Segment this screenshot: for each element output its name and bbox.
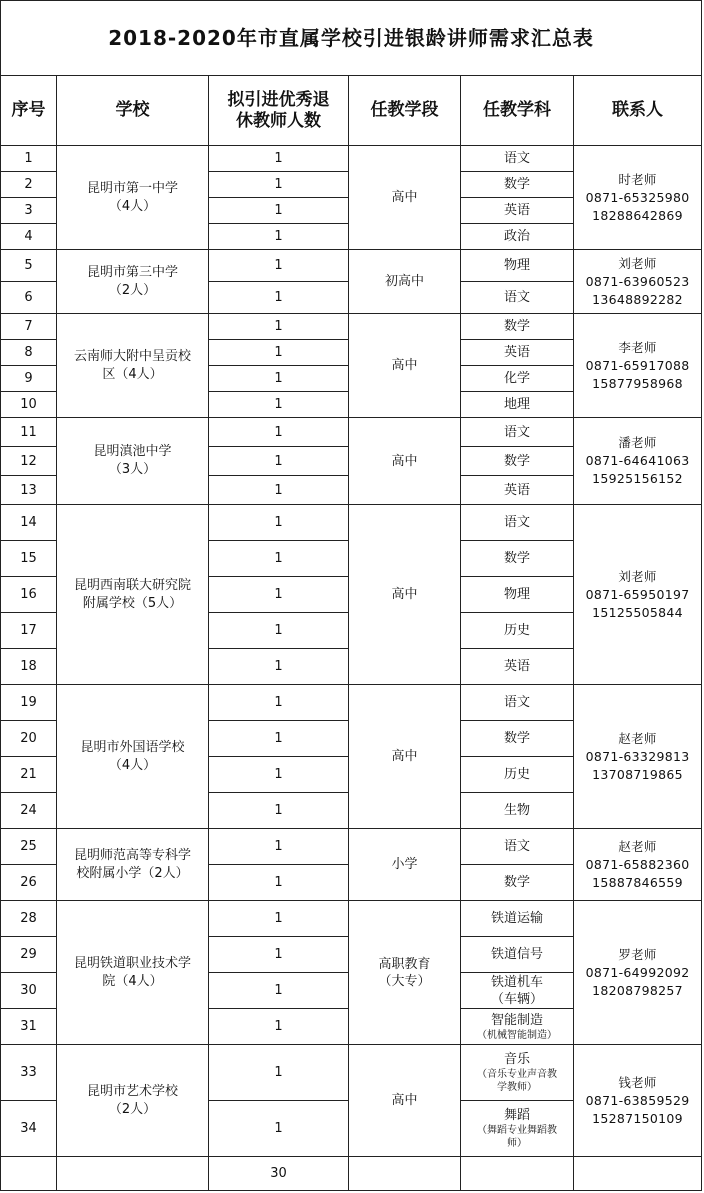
row-index: 18	[1, 649, 57, 685]
row-index: 9	[1, 366, 57, 392]
row-subject: 数学	[461, 865, 574, 901]
page-title: 2018-2020年市直属学校引进银龄讲师需求汇总表	[1, 1, 702, 76]
row-count: 1	[209, 340, 349, 366]
row-count: 1	[209, 541, 349, 577]
row-index: 16	[1, 577, 57, 613]
total-contact	[574, 1157, 702, 1191]
total-count: 30	[209, 1157, 349, 1191]
row-subject: 语文	[461, 418, 574, 447]
row-index: 11	[1, 418, 57, 447]
contact-info: 罗老师 0871-64992092 18208798257	[574, 901, 702, 1045]
row-subject: 历史	[461, 757, 574, 793]
row-index: 10	[1, 392, 57, 418]
row-index: 31	[1, 1009, 57, 1045]
row-index: 34	[1, 1101, 57, 1157]
row-count: 1	[209, 198, 349, 224]
row-index: 33	[1, 1045, 57, 1101]
row-subject: 语文	[461, 505, 574, 541]
row-count: 1	[209, 757, 349, 793]
school-name: 昆明市第三中学 （2人）	[57, 250, 209, 314]
row-subject: 智能制造 （机械智能制造）	[461, 1009, 574, 1045]
contact-info: 赵老师 0871-63329813 13708719865	[574, 685, 702, 829]
contact-info: 李老师 0871-65917088 15877958968	[574, 314, 702, 418]
row-subject: 英语	[461, 340, 574, 366]
row-index: 17	[1, 613, 57, 649]
row-count: 1	[209, 901, 349, 937]
teaching-level: 高职教育 （大专）	[349, 901, 461, 1045]
row-count: 1	[209, 314, 349, 340]
row-index: 3	[1, 198, 57, 224]
row-index: 14	[1, 505, 57, 541]
contact-info: 赵老师 0871-65882360 15887846559	[574, 829, 702, 901]
row-subject: 数学	[461, 172, 574, 198]
teaching-level: 高中	[349, 146, 461, 250]
table-row	[1, 314, 702, 340]
row-index: 8	[1, 340, 57, 366]
row-subject: 化学	[461, 366, 574, 392]
row-index: 29	[1, 937, 57, 973]
row-subject: 舞蹈 （舞蹈专业舞蹈教 师）	[461, 1101, 574, 1157]
row-index: 1	[1, 146, 57, 172]
teaching-level: 高中	[349, 1045, 461, 1157]
row-index: 24	[1, 793, 57, 829]
row-subject: 语文	[461, 146, 574, 172]
row-index: 2	[1, 172, 57, 198]
school-name: 昆明市第一中学 （4人）	[57, 146, 209, 250]
row-count: 1	[209, 392, 349, 418]
header-index: 序号	[1, 76, 57, 146]
row-index: 26	[1, 865, 57, 901]
row-subject: 数学	[461, 721, 574, 757]
school-name: 昆明师范高等专科学 校附属小学（2人）	[57, 829, 209, 901]
row-count: 1	[209, 366, 349, 392]
row-subject: 英语	[461, 476, 574, 505]
row-subject: 物理	[461, 577, 574, 613]
row-subject: 物理	[461, 250, 574, 282]
header-level: 任教学段	[349, 76, 461, 146]
row-count: 1	[209, 793, 349, 829]
table-row	[1, 1045, 702, 1101]
row-index: 19	[1, 685, 57, 721]
row-count: 1	[209, 937, 349, 973]
row-count: 1	[209, 649, 349, 685]
total-level	[349, 1157, 461, 1191]
teaching-level: 高中	[349, 314, 461, 418]
row-count: 1	[209, 418, 349, 447]
row-subject: 铁道信号	[461, 937, 574, 973]
header-contact: 联系人	[574, 76, 702, 146]
row-count: 1	[209, 1045, 349, 1101]
row-subject: 英语	[461, 198, 574, 224]
total-school	[57, 1157, 209, 1191]
table-row	[1, 250, 702, 282]
header-row	[1, 76, 702, 146]
header-subject: 任教学科	[461, 76, 574, 146]
row-subject: 数学	[461, 314, 574, 340]
row-subject: 数学	[461, 447, 574, 476]
row-index: 30	[1, 973, 57, 1009]
table-row	[1, 829, 702, 865]
row-count: 1	[209, 250, 349, 282]
row-index: 13	[1, 476, 57, 505]
row-count: 1	[209, 865, 349, 901]
table-row	[1, 505, 702, 541]
header-count: 拟引进优秀退 休教师人数	[209, 76, 349, 146]
table-row	[1, 685, 702, 721]
table-row	[1, 146, 702, 172]
row-subject: 铁道机车 （车辆）	[461, 973, 574, 1009]
school-name: 昆明市外国语学校 （4人）	[57, 685, 209, 829]
row-index: 12	[1, 447, 57, 476]
row-subject: 数学	[461, 541, 574, 577]
title-row	[1, 1, 702, 76]
contact-info: 时老师 0871-65325980 18288642869	[574, 146, 702, 250]
row-count: 1	[209, 721, 349, 757]
row-count: 1	[209, 505, 349, 541]
row-subject: 铁道运输	[461, 901, 574, 937]
row-count: 1	[209, 476, 349, 505]
row-count: 1	[209, 613, 349, 649]
row-index: 25	[1, 829, 57, 865]
row-count: 1	[209, 973, 349, 1009]
total-row	[1, 1157, 702, 1191]
contact-info: 刘老师 0871-63960523 13648892282	[574, 250, 702, 314]
row-subject: 英语	[461, 649, 574, 685]
total-index	[1, 1157, 57, 1191]
teaching-level: 高中	[349, 505, 461, 685]
school-name: 昆明铁道职业技术学 院（4人）	[57, 901, 209, 1045]
row-count: 1	[209, 829, 349, 865]
school-name: 云南师大附中呈贡校 区（4人）	[57, 314, 209, 418]
row-index: 4	[1, 224, 57, 250]
teaching-level: 高中	[349, 685, 461, 829]
row-index: 15	[1, 541, 57, 577]
school-name: 昆明市艺术学校 （2人）	[57, 1045, 209, 1157]
row-subject: 生物	[461, 793, 574, 829]
row-index: 5	[1, 250, 57, 282]
table-row	[1, 901, 702, 937]
row-index: 20	[1, 721, 57, 757]
row-subject: 语文	[461, 685, 574, 721]
row-count: 1	[209, 146, 349, 172]
row-index: 7	[1, 314, 57, 340]
row-count: 1	[209, 447, 349, 476]
row-subject: 历史	[461, 613, 574, 649]
table-row	[1, 418, 702, 447]
row-index: 21	[1, 757, 57, 793]
total-subject	[461, 1157, 574, 1191]
row-index: 28	[1, 901, 57, 937]
row-count: 1	[209, 172, 349, 198]
contact-info: 潘老师 0871-64641063 15925156152	[574, 418, 702, 505]
contact-info: 刘老师 0871-65950197 15125505844	[574, 505, 702, 685]
row-count: 1	[209, 577, 349, 613]
row-subject: 地理	[461, 392, 574, 418]
teaching-level: 高中	[349, 418, 461, 505]
contact-info: 钱老师 0871-63859529 15287150109	[574, 1045, 702, 1157]
row-count: 1	[209, 1009, 349, 1045]
school-name: 昆明西南联大研究院 附属学校（5人）	[57, 505, 209, 685]
row-count: 1	[209, 224, 349, 250]
row-count: 1	[209, 1101, 349, 1157]
row-count: 1	[209, 685, 349, 721]
row-count: 1	[209, 282, 349, 314]
row-subject: 政治	[461, 224, 574, 250]
row-subject: 语文	[461, 282, 574, 314]
row-subject: 语文	[461, 829, 574, 865]
teaching-level: 初高中	[349, 250, 461, 314]
row-index: 6	[1, 282, 57, 314]
teaching-level: 小学	[349, 829, 461, 901]
header-school: 学校	[57, 76, 209, 146]
row-subject: 音乐 （音乐专业声音教 学教师）	[461, 1045, 574, 1101]
school-name: 昆明滇池中学 （3人）	[57, 418, 209, 505]
